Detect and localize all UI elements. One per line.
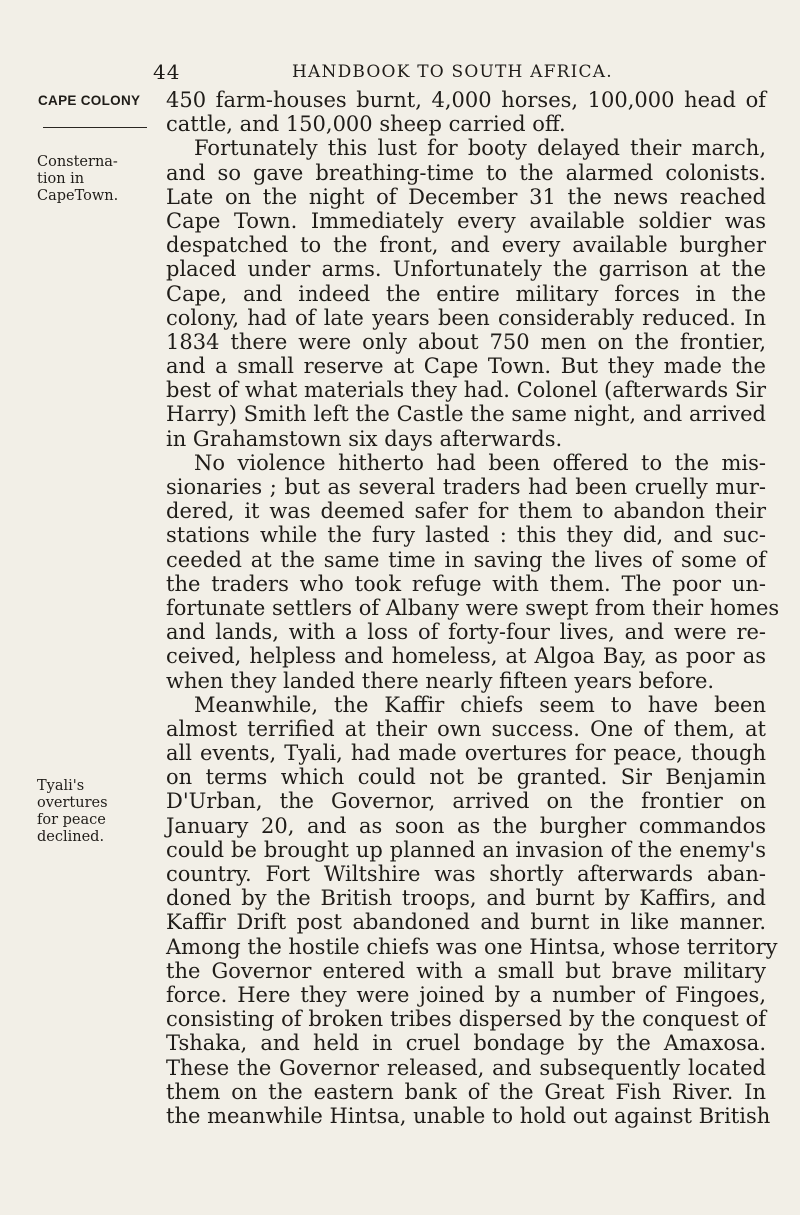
margin-note-line: declined.: [37, 829, 105, 845]
margin-note-line: for peace: [37, 812, 106, 828]
text-line: almost terrified at their own success. One of them, at: [166, 716, 766, 741]
text-line: These the Governor released, and subsequently located: [166, 1055, 766, 1080]
text-line: fortunate settlers of Albany were swept from their homes: [166, 595, 780, 620]
text-line: Cape Town. Immediately every available soldier was: [166, 208, 766, 233]
margin-note-line: Tyali's: [37, 778, 85, 794]
text-line: Fortunately this lust for booty delayed their march,: [194, 136, 766, 161]
margin-note-line: tion in: [37, 171, 85, 187]
text-line: D'Urban, the Governor, arrived on the frontier on: [166, 789, 766, 814]
text-line: on terms which could not be granted. Sir Benjamin: [166, 765, 766, 790]
text-line: stations while the fury lasted : this they did, and suc-: [166, 523, 766, 548]
text-line: Harry) Smith left the Castle the same night, and arrived: [166, 402, 766, 427]
text-line: and lands, with a loss of forty-four lives, and were re-: [166, 620, 766, 645]
text-line: No violence hitherto had been offered to the mis-: [194, 450, 766, 475]
text-line: country. Fort Wiltshire was shortly afterwards aban-: [166, 862, 766, 886]
section-rule: [43, 127, 147, 128]
margin-note-line: Consterna-: [37, 154, 118, 170]
margin-note-tyali: [37, 778, 147, 846]
text-line: ceived, helpless and homeless, at Algoa Bay, as poor as: [166, 644, 766, 669]
text-line: 1834 there were only about 750 men on the frontier,: [166, 329, 766, 354]
text-line: in Grahamstown six days afterwards.: [166, 426, 563, 451]
text-line: doned by the British troops, and burnt by Kaffirs, and: [166, 886, 766, 911]
text-line: Meanwhile, the Kaffir chiefs seem to have been: [194, 692, 766, 717]
text-line: Kaffir Drift post abandoned and burnt in like manner.: [166, 910, 766, 935]
margin-note-line: overtures: [37, 795, 108, 811]
text-line: all events, Tyali, had made overtures for peace, though: [166, 741, 766, 766]
text-line: placed under arms. Unfortunately the garrison at the: [166, 257, 766, 282]
section-label: CAPE COLONY: [38, 93, 141, 108]
text-line: Tshaka, and held in cruel bondage by the Amaxosa.: [166, 1031, 766, 1056]
text-line: cattle, and 150,000 sheep carried off.: [166, 112, 566, 137]
text-line: sionaries ; but as several traders had been cruelly mur-: [166, 475, 766, 499]
text-line: colony, had of late years been considerably reduced. In: [166, 305, 766, 330]
text-line: force. Here they were joined by a number of Fingoes,: [166, 982, 766, 1007]
text-line: Among the hostile chiefs was one Hintsa, whose territory: [166, 934, 778, 959]
text-line: and so gave breathing-time to the alarmed colonists.: [166, 160, 766, 185]
text-line: and a small reserve at Cape Town. But they made the: [166, 354, 766, 379]
text-line: Late on the night of December 31 the news reached: [166, 184, 766, 209]
page-header: [0, 60, 800, 84]
text-line: the traders who took refuge with them. The poor un-: [166, 571, 766, 596]
text-line: when they landed there nearly fifteen years before.: [166, 668, 715, 693]
running-title: HANDBOOK TO SOUTH AFRICA.: [292, 62, 613, 82]
text-line: consisting of broken tribes dispersed by the conquest of: [166, 1007, 766, 1032]
text-line: 450 farm-houses burnt, 4,000 horses, 100,000 head of: [166, 88, 766, 112]
text-line: January 20, and as soon as the burgher commandos: [166, 813, 766, 838]
margin-note-line: CapeTown.: [37, 188, 119, 204]
margin-note-consternation: [37, 154, 147, 205]
body-text: [166, 88, 780, 1128]
text-line: ceeded at the same time in saving the lives of some of: [166, 547, 766, 572]
text-line: the meanwhile Hintsa, unable to hold out against British: [166, 1103, 771, 1128]
text-line: dered, it was deemed safer for them to abandon their: [166, 499, 766, 524]
text-line: Cape, and indeed the entire military forces in the: [166, 281, 766, 306]
text-line: despatched to the front, and every available burgher: [166, 233, 766, 258]
text-line: the Governor entered with a small but brave military: [166, 958, 766, 983]
text-line: them on the eastern bank of the Great Fish River. In: [166, 1079, 766, 1104]
page-number: 44: [153, 60, 181, 84]
text-line: best of what materials they had. Colonel (afterwards Sir: [166, 378, 766, 403]
text-line: could be brought up planned an invasion of the enemy's: [166, 837, 766, 862]
